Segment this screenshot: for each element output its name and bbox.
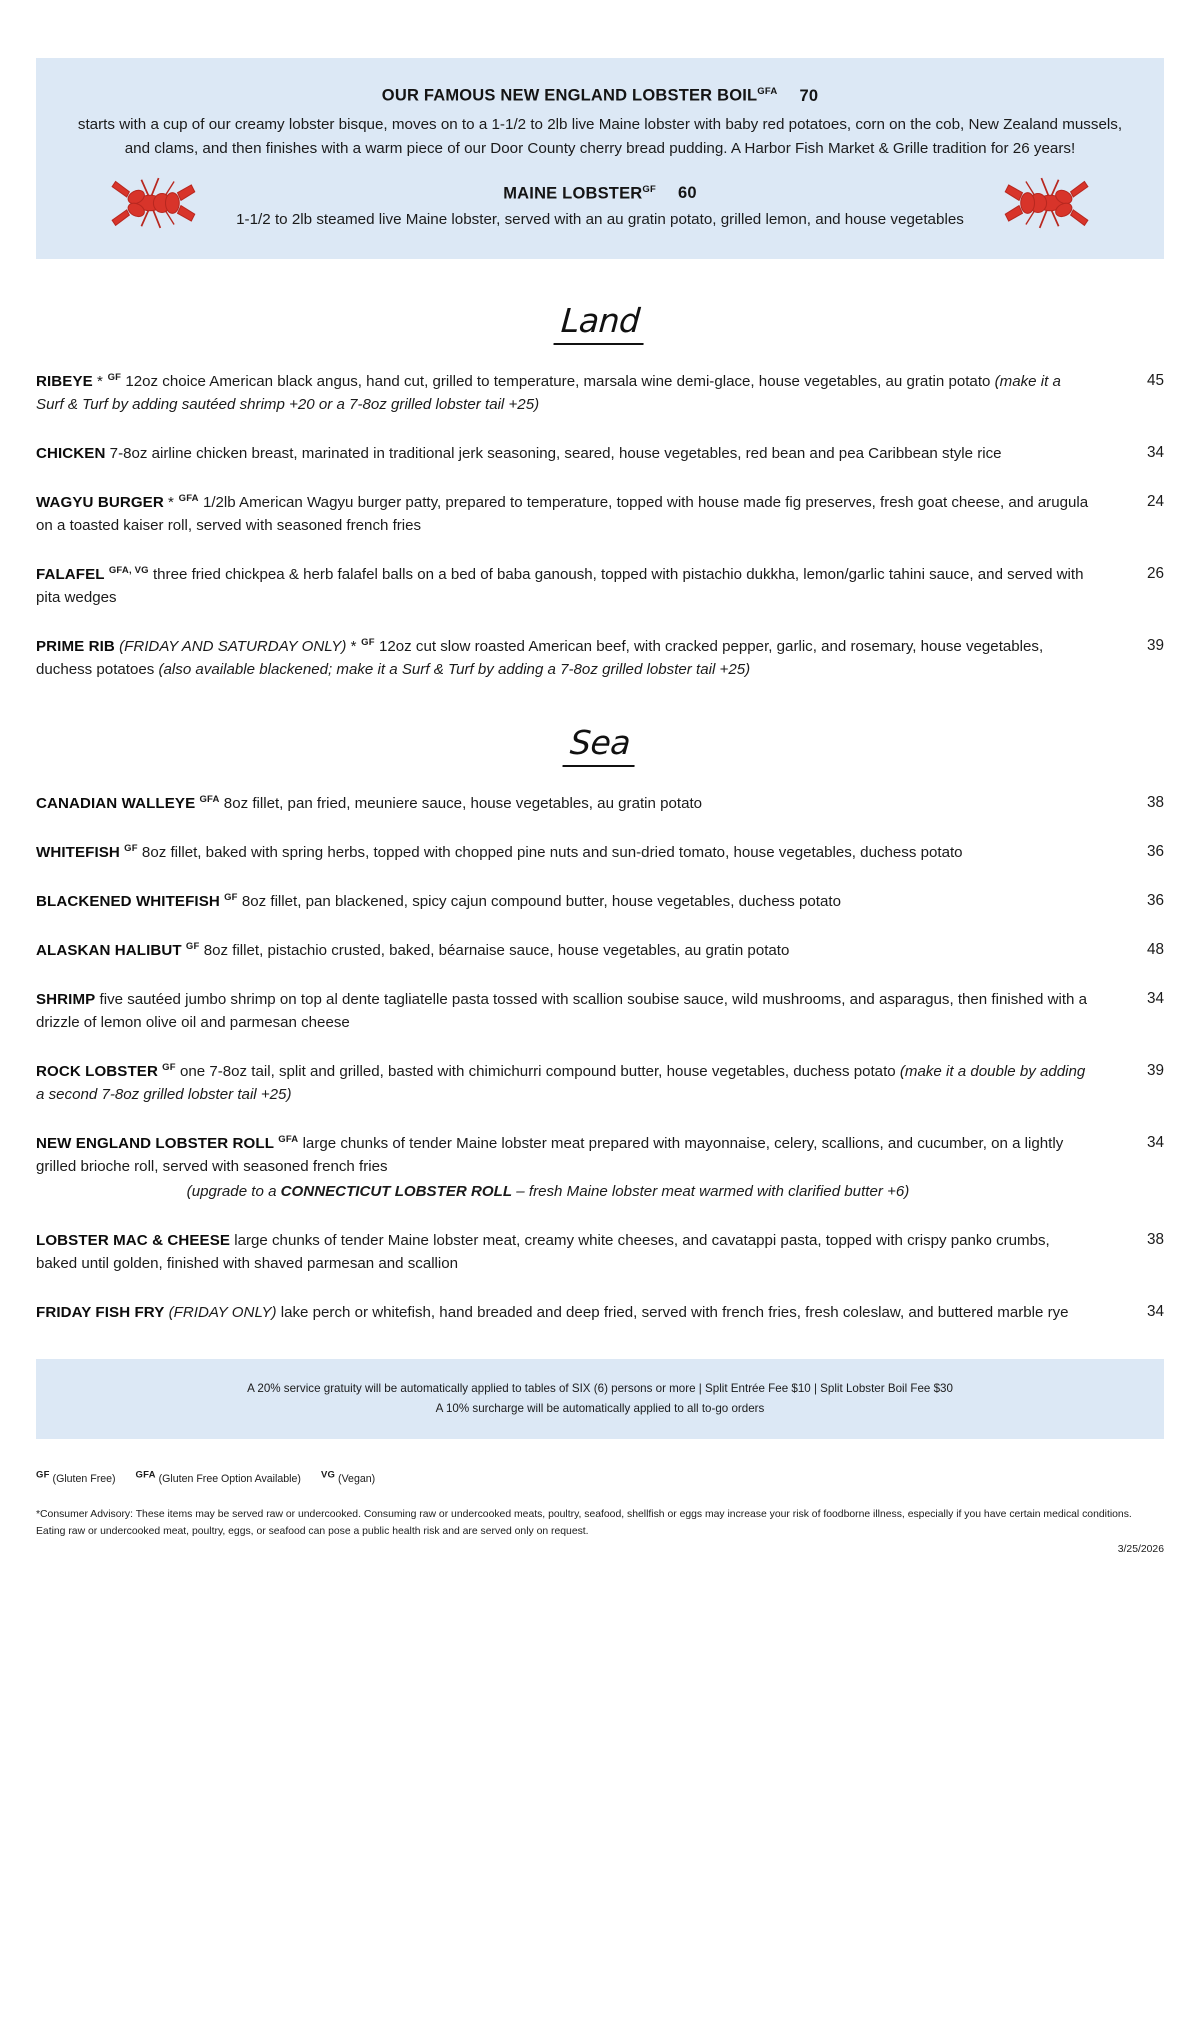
menu-item-name: ALASKAN HALIBUT: [36, 942, 182, 960]
lobster-icon-left: [98, 166, 202, 240]
menu-item-body: [36, 1133, 1106, 1204]
menu-item-name: LOBSTER MAC & CHEESE: [36, 1231, 231, 1249]
menu-item-diet: GF: [124, 843, 138, 855]
menu-item-name: WAGYU BURGER: [36, 493, 164, 511]
menu-item-body: [36, 1061, 1106, 1107]
menu-sections: [0, 301, 1200, 1325]
lobster-boil-diet: GFA: [757, 86, 778, 97]
menu-item-description: 8oz fillet, pan blackened, spicy cajun compound butter, house vegetables, duchess potato: [241, 893, 841, 911]
menu-item-price: 36: [1146, 892, 1164, 910]
lobster-boil-name: OUR FAMOUS NEW ENGLAND LOBSTER BOIL: [381, 86, 758, 105]
menu-item: [36, 891, 1164, 914]
menu-item-diet: GF: [185, 941, 200, 953]
lobster-boil-title: [76, 86, 1124, 106]
menu-item-diet: GFA: [278, 1134, 299, 1146]
menu-item-description: five sautéed jumbo shrimp on top al dente tagliatelle pasta tossed with scallion soubise sauce, wild mushrooms, and asparagus, then finished with a drizzle of lemon olive oil and parmesan cheese: [36, 991, 1088, 1032]
menu-item-diet: GF: [224, 892, 238, 904]
menu-item-description: 8oz fillet, pan fried, meuniere sauce, house vegetables, au gratin potato: [223, 795, 703, 813]
maine-lobster-title: [76, 184, 1124, 204]
diet-legend: [36, 1469, 1164, 1485]
maine-lobster-name: MAINE LOBSTER: [503, 184, 643, 203]
menu-item-price: 36: [1146, 843, 1164, 861]
maine-lobster-description: 1-1/2 to 2lb steamed live Maine lobster, served with an au gratin potato, grilled lemon, and house vegetables: [236, 211, 964, 229]
menu-item-body: [36, 492, 1106, 538]
menu-item-name: CHICKEN: [36, 444, 106, 462]
menu-item: [36, 842, 1164, 865]
menu-item-star: *: [350, 637, 357, 655]
menu-item-body: [36, 564, 1106, 610]
maine-lobster-diet: GF: [642, 183, 656, 195]
menu-item-qualifier: (FRIDAY ONLY): [168, 1303, 277, 1321]
menu-item-name: FRIDAY FISH FRY: [36, 1303, 165, 1321]
menu-item-body: [36, 443, 1106, 466]
menu-item-price: 39: [1146, 1062, 1164, 1080]
menu-item-body: [36, 371, 1106, 417]
lobster-icon-right: [998, 166, 1102, 240]
menu-item-description: 1/2lb American Wagyu burger patty, prepared to temperature, topped with house made fig preserves, fresh goat cheese, and arugula on a toasted kaiser roll, served with seasoned french fries: [36, 493, 1089, 534]
legend-entry: [320, 1469, 376, 1485]
menu-item-note: (also available blackened; make it a Surf & Turf by adding a 7-8oz grilled lobster tail +25): [158, 660, 751, 678]
menu-item-description: 8oz fillet, baked with spring herbs, topped with chopped pine nuts and sun-dried tomato, house vegetables, duchess potato: [141, 844, 963, 862]
upgrade-suffix: – fresh Maine lobster meat warmed with clarified butter +6): [512, 1183, 910, 1200]
maine-lobster-price: 60: [678, 184, 697, 203]
notice-line-2: A 10% surcharge will be automatically applied to all to-go orders: [435, 1402, 765, 1416]
menu-item-name: NEW ENGLAND LOBSTER ROLL: [36, 1135, 275, 1153]
menu-item-price: 26: [1146, 564, 1164, 582]
menu-item: [36, 793, 1164, 816]
maine-lobster-block: [76, 184, 1124, 233]
menu-item-name: CANADIAN WALLEYE: [36, 795, 196, 813]
section-heading-label: Sea: [562, 723, 637, 767]
menu-item: [36, 940, 1164, 963]
menu-item: [36, 989, 1164, 1035]
menu-item-body: [36, 636, 1106, 682]
menu-item-body: [36, 842, 1106, 865]
menu-item-body: [36, 891, 1106, 914]
menu-item-upgrade-line: [36, 1181, 1090, 1204]
menu-item-diet: GFA, VG: [108, 564, 149, 576]
legend-code: GFA: [135, 1469, 156, 1481]
menu-item-body: [36, 793, 1106, 816]
section-items-land: [36, 371, 1164, 682]
menu-item-diet: GF: [361, 636, 375, 648]
menu-item-name: ROCK LOBSTER: [36, 1063, 158, 1081]
menu-item-price: 38: [1146, 794, 1164, 812]
menu-item-description: three fried chickpea & herb falafel balls on a bed of baba ganoush, topped with pistachio dukkha, lemon/garlic tahini sauce, and served with pita wedges: [36, 565, 1084, 606]
lobster-boil-description: starts with a cup of our creamy lobster bisque, moves on to a 1-1/2 to 2lb live Maine lobster with baby red potatoes, corn on the cob, New Zealand mussels, and clams, and then finishes with a warm piece of our Door County cherry bread pudding. A Harbor Fish Market & Grille tradition for 26 years!: [77, 115, 1123, 158]
menu-item-price: 38: [1146, 1230, 1164, 1248]
menu-item: [36, 443, 1164, 466]
legend-label: (Gluten Free Option Available): [158, 1472, 301, 1485]
menu-item-name: FALAFEL: [36, 565, 105, 583]
section-heading-label: Land: [553, 301, 647, 345]
menu-item-diet: GF: [162, 1062, 176, 1074]
upgrade-prefix: (upgrade to a: [186, 1183, 281, 1200]
menu-item-diet: GFA: [199, 794, 220, 806]
menu-item-price: 24: [1146, 492, 1164, 510]
menu-item-description: 12oz choice American black angus, hand cut, grilled to temperature, marsala wine demi-glace, house vegetables, au gratin potato: [125, 372, 995, 390]
menu-item-star: *: [168, 493, 175, 511]
advisory-date: 3/25/2026: [1117, 1543, 1164, 1555]
menu-item-description: large chunks of tender Maine lobster meat prepared with mayonnaise, celery, scallions, and cucumber, on a lightly grilled brioche roll, served with seasoned french fries: [36, 1135, 1064, 1176]
menu-item-price: 34: [1146, 990, 1164, 1008]
legend-code: GF: [36, 1469, 50, 1481]
gratuity-notice: [36, 1359, 1164, 1440]
menu-item-name: BLACKENED WHITEFISH: [36, 893, 220, 911]
menu-item: [36, 371, 1164, 417]
menu-item-name: SHRIMP: [36, 991, 96, 1009]
menu-item-diet: GFA: [178, 492, 199, 504]
legend-entry: [36, 1469, 116, 1485]
legend-code: VG: [320, 1469, 336, 1481]
menu-item-price: 48: [1146, 941, 1164, 959]
section-heading-sea: [0, 723, 1200, 767]
menu-item-price: 34: [1146, 443, 1164, 461]
menu-item: [36, 1302, 1164, 1325]
menu-item-description: lake perch or whitefish, hand breaded and deep fried, served with french fries, fresh coleslaw, and buttered marble rye: [280, 1303, 1069, 1321]
section-items-sea: [36, 793, 1164, 1324]
menu-item: [36, 1133, 1164, 1204]
menu-item-description: 12oz cut slow roasted American beef, with cracked pepper, garlic, and rosemary, house vegetables, duchess potatoes: [36, 637, 1044, 678]
legend-label: (Gluten Free): [52, 1472, 116, 1485]
consumer-advisory: [36, 1507, 1164, 1563]
menu-item-body: [36, 940, 1106, 963]
menu-item-body: [36, 989, 1106, 1035]
menu-item-note: (make it a Surf & Turf by adding sautéed shrimp +20 or a 7-8oz grilled lobster tail +25): [36, 372, 1061, 413]
menu-item-diet: GF: [107, 371, 122, 383]
legend-label: (Vegan): [338, 1472, 376, 1485]
featured-panel: [36, 58, 1164, 259]
menu-item-qualifier: (FRIDAY AND SATURDAY ONLY): [119, 637, 347, 655]
menu-item-star: *: [97, 372, 104, 390]
lobster-boil-price: 70: [799, 86, 819, 105]
menu-item-description: large chunks of tender Maine lobster meat, creamy white cheeses, and cavatappi pasta, topped with crispy panko crumbs, baked until golden, finished with shaved parmesan and scallion: [36, 1231, 1050, 1272]
legend-entry: [135, 1469, 301, 1485]
upgrade-name: CONNECTICUT LOBSTER ROLL: [280, 1183, 513, 1200]
menu-item-body: [36, 1230, 1106, 1276]
menu-item-price: 45: [1146, 371, 1164, 389]
notice-line-1: A 20% service gratuity will be automatically applied to tables of SIX (6) persons or more | Split Entrée Fee $10 | Split Lobster Boil Fee $30: [247, 1381, 953, 1395]
advisory-text: *Consumer Advisory: These items may be served raw or undercooked. Consuming raw or undercooked meats, poultry, seafood, shellfish or eggs may increase your risk of foodborne illness, especially if you have certain medical conditions. Eating raw or undercooked meat, poultry, eggs, or seafood can pose a public health risk and are served only on request.: [36, 1508, 1132, 1537]
menu-item: [36, 564, 1164, 610]
menu-item-description: 8oz fillet, pistachio crusted, baked, béarnaise sauce, house vegetables, au gratin potato: [203, 942, 790, 960]
menu-item-price: 39: [1146, 636, 1164, 654]
menu-item-name: RIBEYE: [36, 372, 93, 390]
menu-item-price: 34: [1146, 1134, 1164, 1152]
menu-item-price: 34: [1146, 1302, 1164, 1320]
section-heading-land: [0, 301, 1200, 345]
menu-item: [36, 1061, 1164, 1107]
menu-item-body: [36, 1302, 1106, 1325]
menu-item: [36, 636, 1164, 682]
menu-item: [36, 1230, 1164, 1276]
menu-item-description: one 7-8oz tail, split and grilled, basted with chimichurri compound butter, house vegetables, duchess potato: [179, 1063, 900, 1081]
menu-item-note: (make it a double by adding a second 7-8oz grilled lobster tail +25): [36, 1063, 1086, 1104]
menu-item: [36, 492, 1164, 538]
menu-item-name: WHITEFISH: [36, 844, 120, 862]
menu-item-name: PRIME RIB: [36, 637, 115, 655]
menu-item-description: 7-8oz airline chicken breast, marinated in traditional jerk seasoning, seared, house vegetables, red bean and pea Caribbean style rice: [109, 444, 1002, 462]
menu-page: [0, 58, 1200, 2035]
